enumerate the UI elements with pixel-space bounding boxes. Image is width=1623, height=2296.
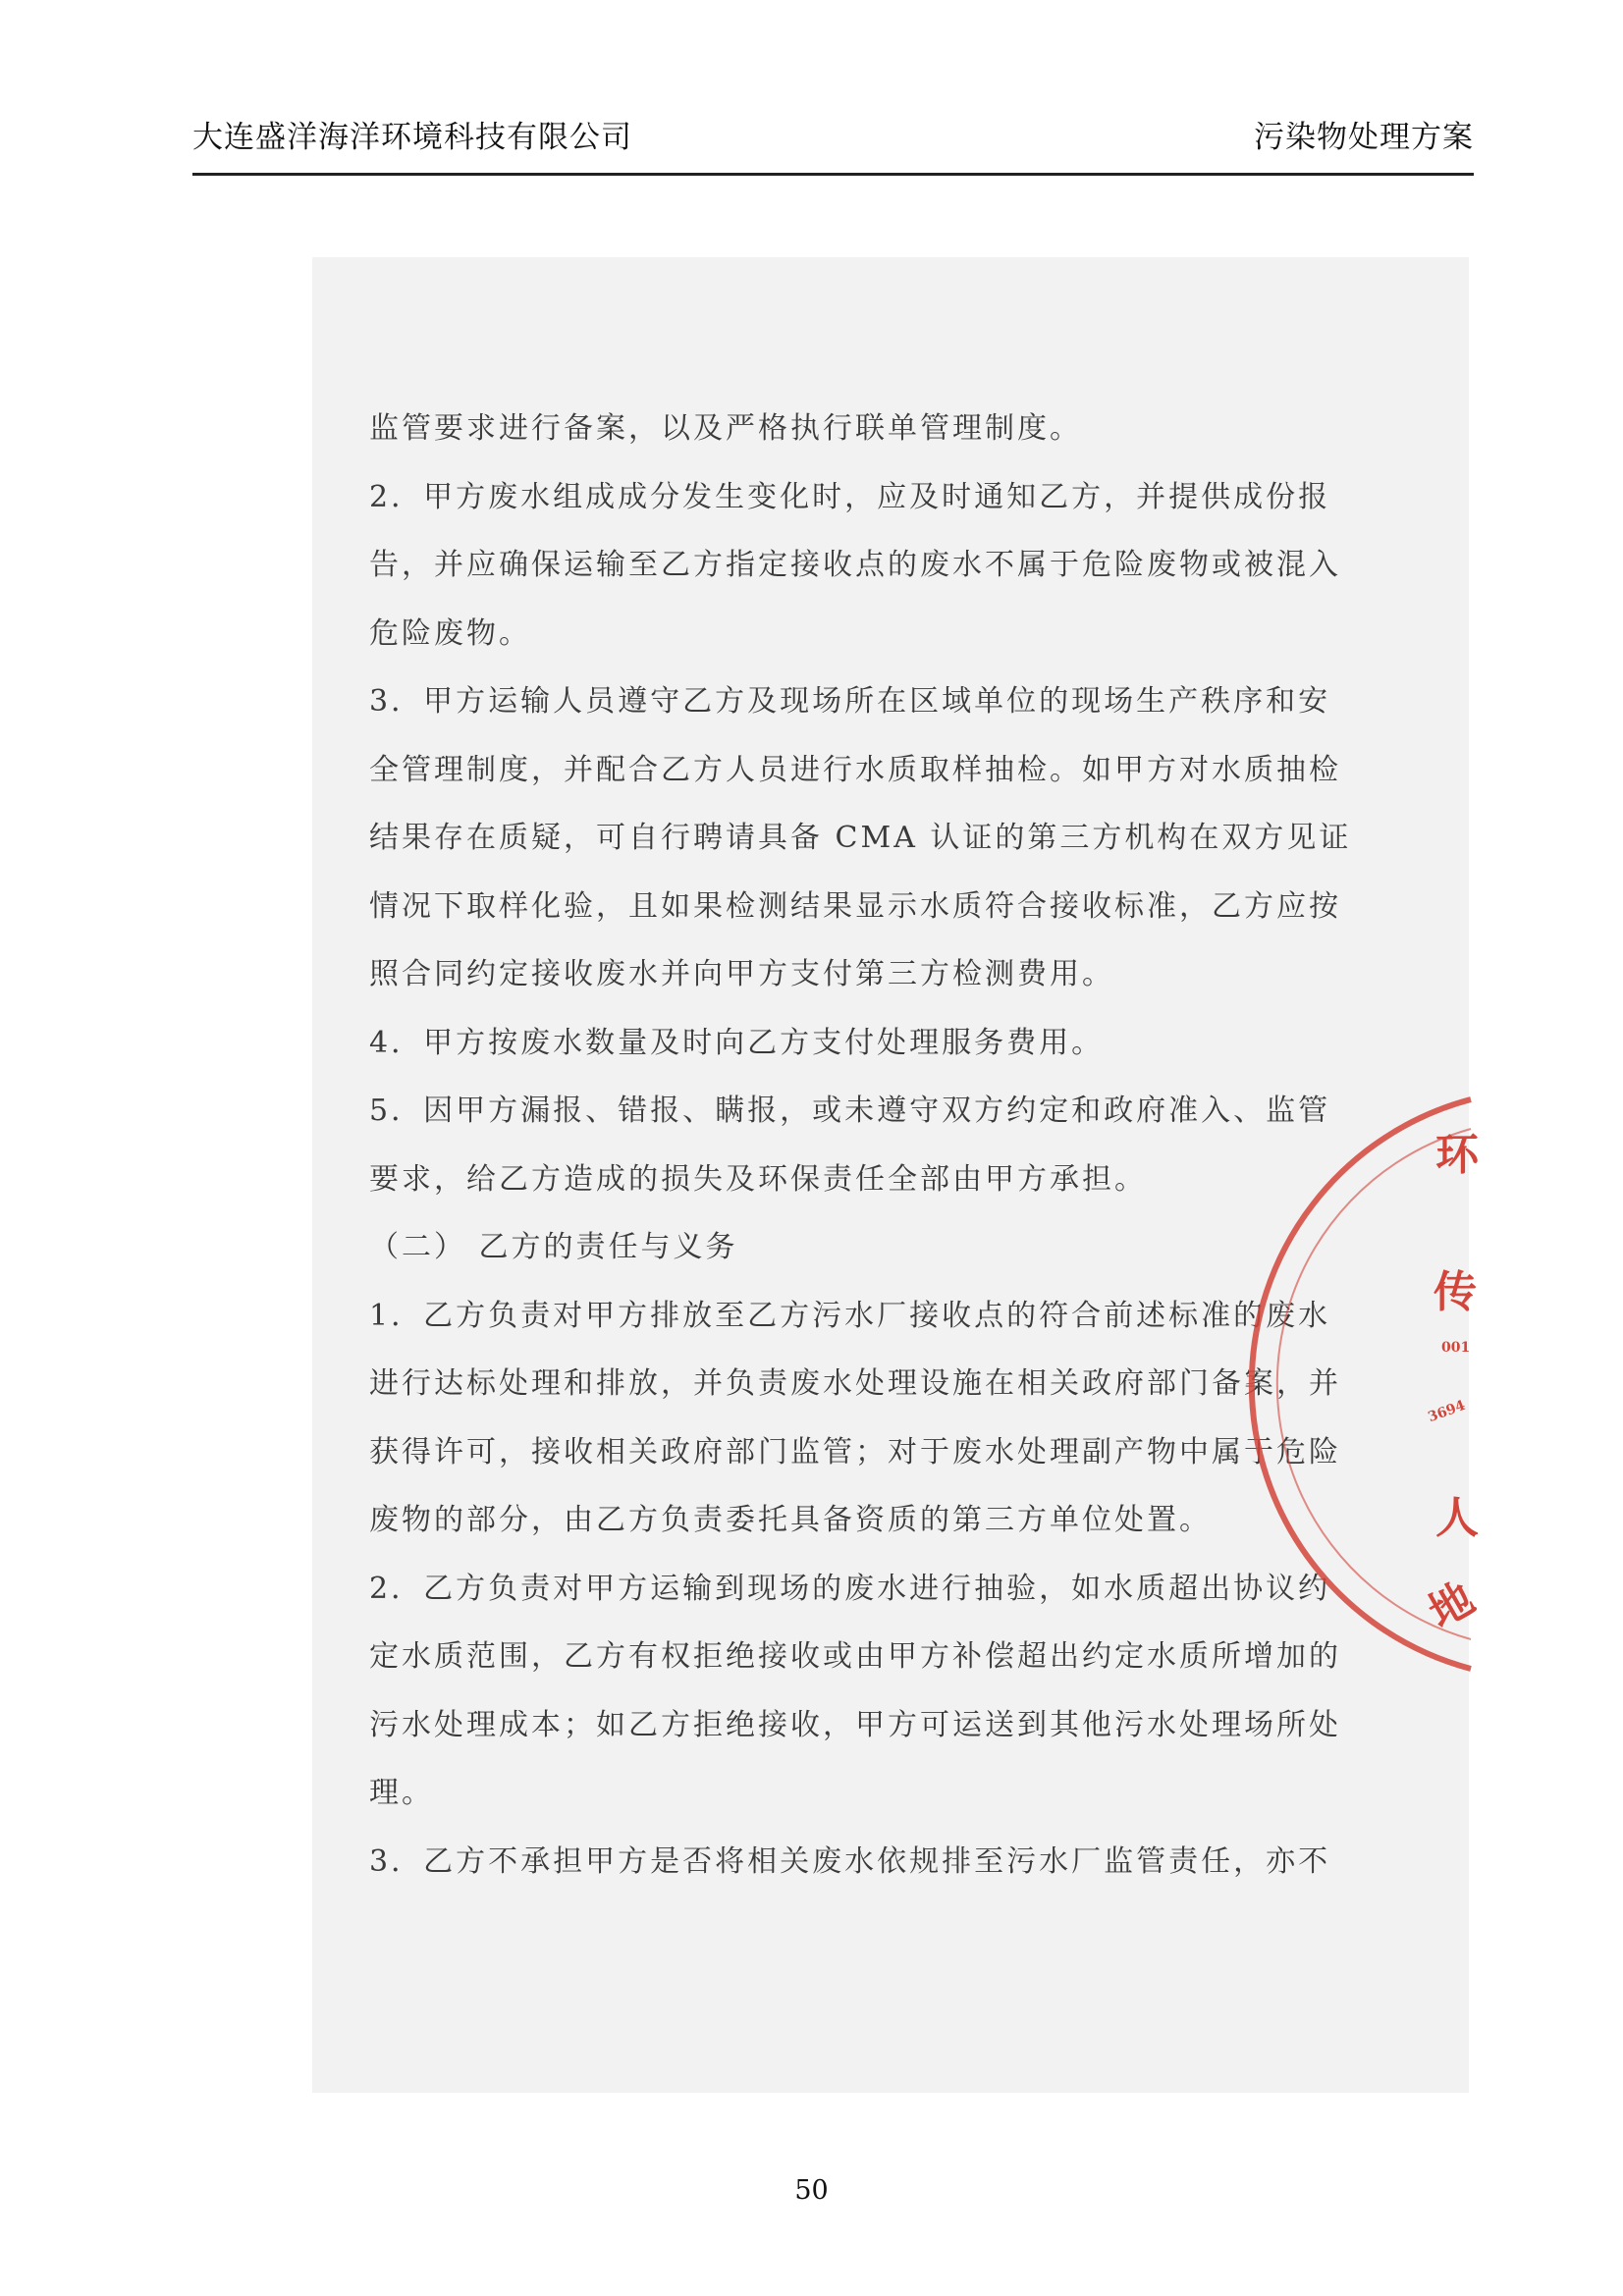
header-company-name: 大连盛洋海洋环境科技有限公司 xyxy=(192,120,632,155)
seal-serial: 001 xyxy=(1441,1340,1471,1356)
text-line: 进行达标处理和排放，并负责废水处理设施在相关政府部门备案，并 xyxy=(369,1366,1341,1401)
seal-character: 地 xyxy=(1420,1573,1484,1638)
text-line: 2．甲方废水组成成分发生变化时，应及时通知乙方，并提供成份报 xyxy=(369,479,1331,514)
text-line: 3．乙方不承担甲方是否将相关废水依规排至污水厂监管责任，亦不 xyxy=(369,1843,1331,1879)
text-line: 5．因甲方漏报、错报、瞒报，或未遵守双方约定和政府准入、监管 xyxy=(369,1094,1331,1128)
text-line: 理。 xyxy=(369,1776,434,1810)
text-line: 要求，给乙方造成的损失及环保责任全部由甲方承担。 xyxy=(369,1161,1147,1197)
body-text xyxy=(369,395,1352,1896)
seal-character: 人 xyxy=(1435,1493,1479,1543)
text-line: 照合同约定接收废水并向甲方支付第三方检测费用。 xyxy=(369,957,1114,991)
red-seal-stamp xyxy=(1414,1090,1484,1679)
header-document-title: 污染物处理方案 xyxy=(1254,120,1474,155)
text-line: 污水处理成本；如乙方拒绝接收，甲方可运送到其他污水处理场所处 xyxy=(369,1707,1341,1742)
text-line: 2．乙方负责对甲方运输到现场的废水进行抽验，如水质超出协议约 xyxy=(369,1571,1331,1606)
seal-character: 环 xyxy=(1435,1130,1479,1180)
text-line: 危险废物。 xyxy=(369,615,531,651)
text-line: 情况下取样化验，且如果检测结果显示水质符合接收标准，乙方应按 xyxy=(369,888,1341,924)
text-line: 4．甲方按废水数量及时向乙方支付处理服务费用。 xyxy=(369,1025,1105,1060)
seal-character: 传 xyxy=(1434,1267,1477,1317)
text-line: 全管理制度，并配合乙方人员进行水质取样抽检。如甲方对水质抽检 xyxy=(369,752,1341,787)
header-divider xyxy=(192,173,1474,176)
text-line: 告，并应确保运输至乙方指定接收点的废水不属于危险废物或被混入 xyxy=(369,548,1341,582)
section-heading: （二） 乙方的责任与义务 xyxy=(369,1230,738,1264)
text-line: 3．甲方运输人员遵守乙方及现场所在区域单位的现场生产秩序和安 xyxy=(369,684,1331,719)
text-line: 监管要求进行备案，以及严格执行联单管理制度。 xyxy=(369,411,1082,446)
seal-serial: 3694 xyxy=(1426,1397,1468,1426)
text-line: 获得许可，接收相关政府部门监管；对于废水处理副产物中属于危险 xyxy=(369,1434,1341,1469)
text-line: 废物的部分，由乙方负责委托具备资质的第三方单位处置。 xyxy=(369,1503,1212,1537)
page-number: 50 xyxy=(794,2175,829,2206)
text-line: 1．乙方负责对甲方排放至乙方污水厂接收点的符合前述标准的废水 xyxy=(369,1298,1331,1333)
text-line: 结果存在质疑，可自行聘请具备 CMA 认证的第三方机构在双方见证 xyxy=(369,821,1352,855)
text-line: 定水质范围，乙方有权拒绝接收或由甲方补偿超出约定水质所增加的 xyxy=(369,1639,1341,1674)
